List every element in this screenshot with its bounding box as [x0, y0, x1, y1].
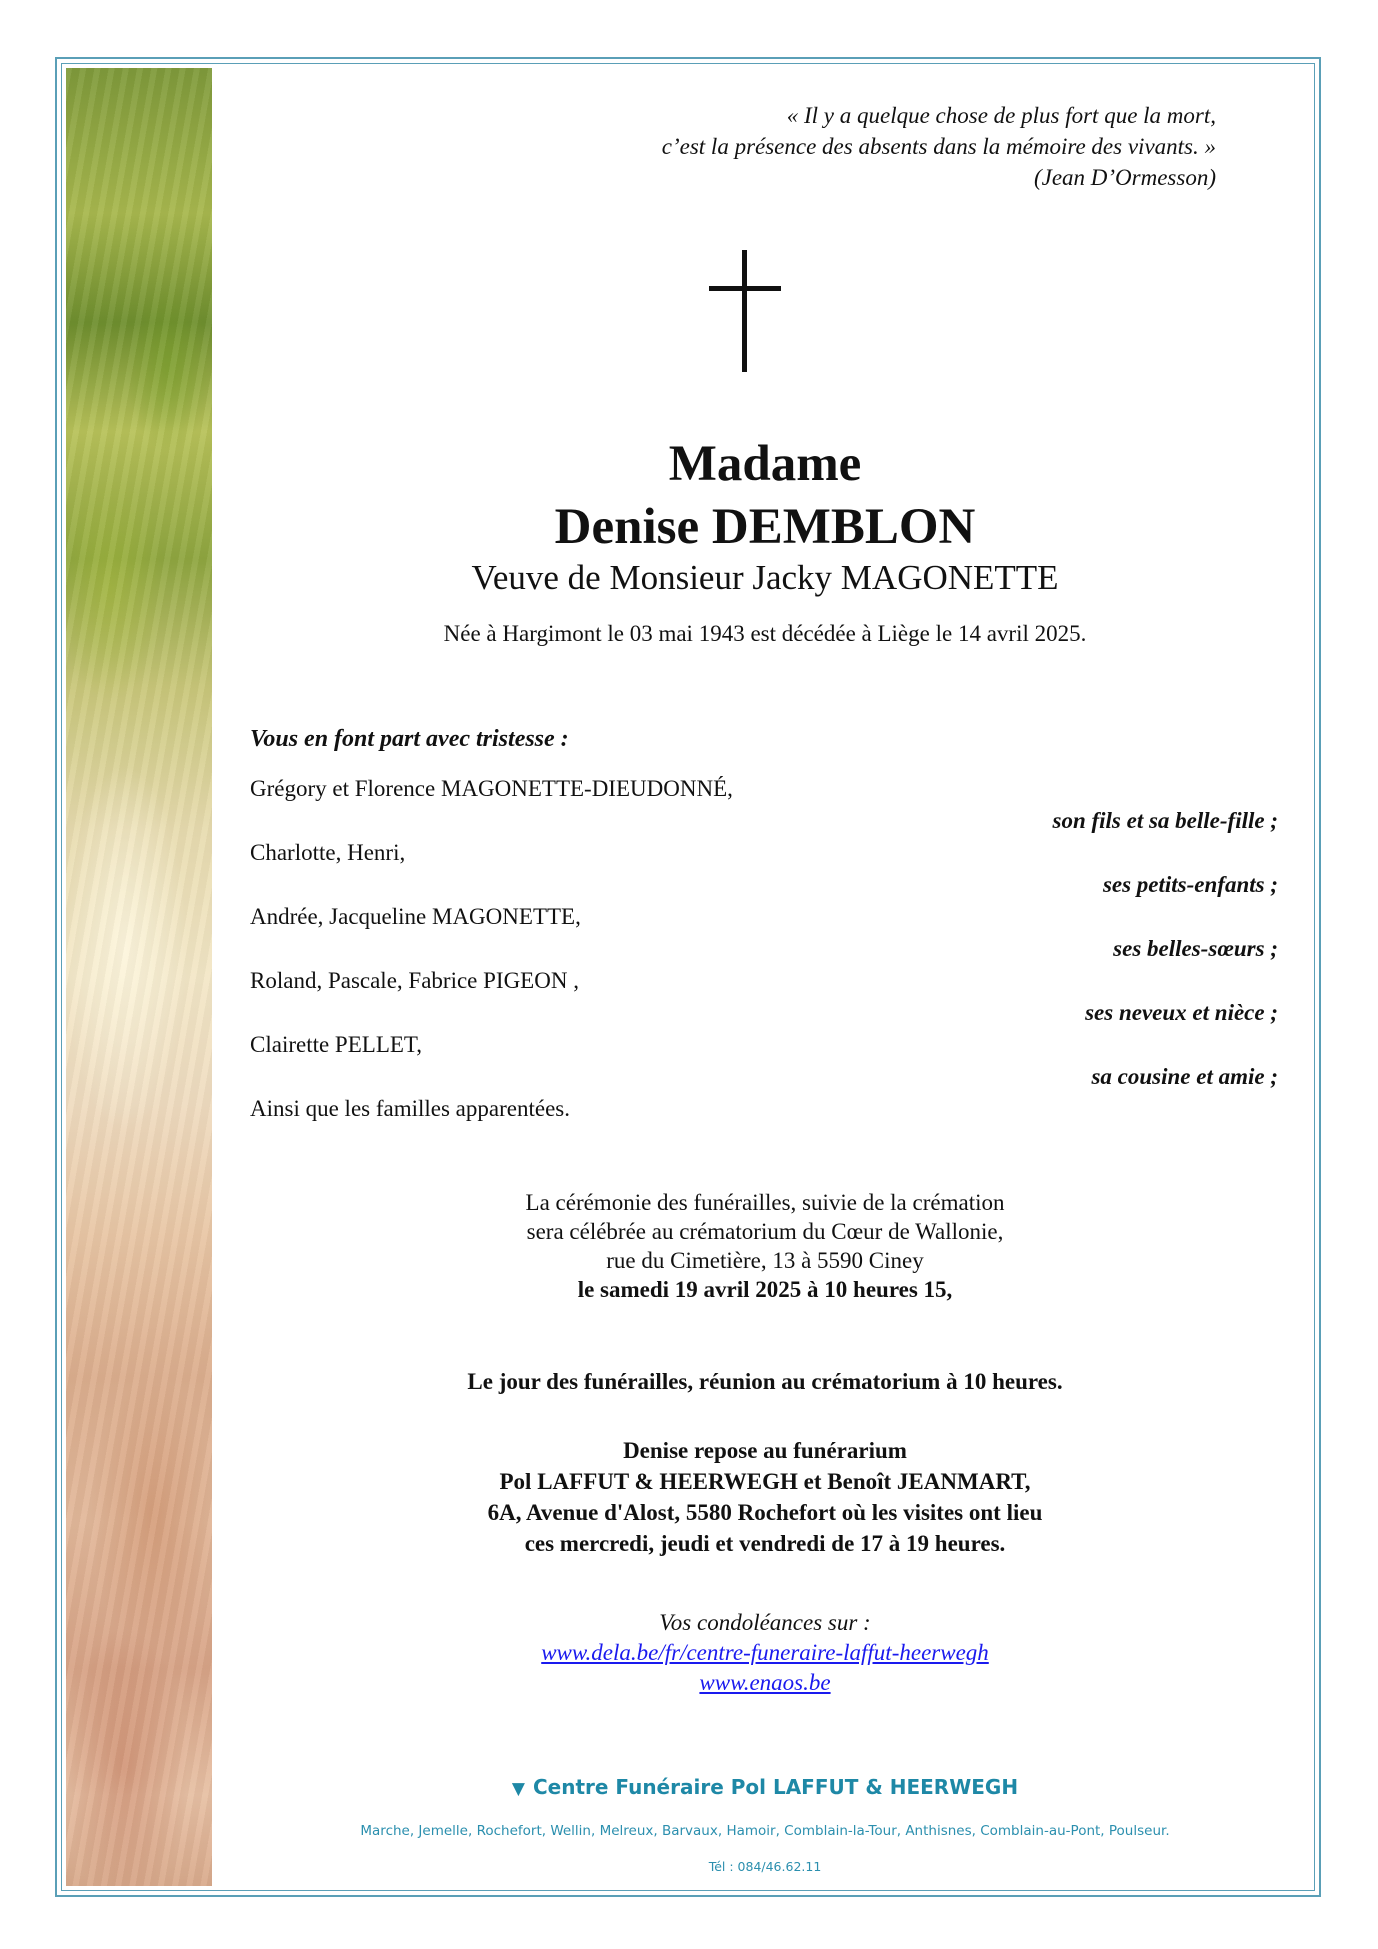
quote-line-2: c’est la présence des absents dans la mémoire des vivants. » [661, 134, 1216, 159]
footer-company [212, 1774, 1318, 1802]
ceremony-details [212, 1188, 1318, 1304]
family-row [250, 1030, 1278, 1094]
family-row [250, 774, 1278, 838]
resting-line-3: 6A, Avenue d'Alost, 5580 Rochefort où les visites ont lieu [487, 1500, 1043, 1525]
gathering-note: Le jour des funérailles, réunion au crématorium à 10 heures. [467, 1369, 1063, 1394]
family-member-name: Roland, Pascale, Fabrice PIGEON , [250, 968, 579, 993]
ceremony-date: le samedi 19 avril 2025 à 10 heures 15, [577, 1277, 953, 1302]
triangle-down-icon: ▼ [511, 1779, 525, 1799]
widow-of: Veuve de Monsieur Jacky MAGONETTE [471, 558, 1059, 597]
family-member-name: Grégory et Florence MAGONETTE-DIEUDONNÉ, [250, 776, 733, 801]
deceased-name: Denise DEMBLON [554, 499, 976, 555]
salutation: Madame [668, 436, 862, 492]
resting-line-4: ces mercredi, jeudi et vendredi de 17 à 19 heures. [524, 1531, 1006, 1556]
family-row [250, 966, 1278, 1030]
family-relation: ses neveux et nièce ; [1085, 1000, 1278, 1025]
ceremony-address: rue du Cimetière, 13 à 5590 Ciney [606, 1248, 924, 1273]
family-member-name: Ainsi que les familles apparentées. [250, 1096, 570, 1121]
condolences-link-dela[interactable]: www.dela.be/fr/centre-funeraire-laffut-heerwegh [541, 1640, 989, 1665]
family-row [250, 902, 1278, 966]
birth-death-line: Née à Hargimont le 03 mai 1943 est décédée à Liège le 14 avril 2025. [443, 621, 1087, 646]
footer-phone: Tél : 084/46.62.11 [708, 1859, 822, 1874]
quote-author: (Jean D’Ormesson) [1033, 165, 1216, 190]
family-list [250, 774, 1278, 1158]
footer-company-name: Centre Funéraire Pol LAFFUT & HEERWEGH [532, 1775, 1019, 1799]
family-member-name: Andrée, Jacqueline MAGONETTE, [250, 904, 581, 929]
condolences-block [212, 1608, 1318, 1698]
forest-path-photo [66, 68, 212, 1886]
condolences-label: Vos condoléances sur : [659, 1610, 871, 1635]
resting-line-1: Denise repose au funérarium [623, 1438, 907, 1463]
latin-cross-icon [709, 250, 781, 372]
funeral-home-info [212, 1435, 1318, 1559]
quote-line-1: « Il y a quelque chose de plus fort que la mort, [786, 103, 1216, 128]
announcement-heading: Vous en font part avec tristesse : [250, 726, 569, 752]
family-member-name: Charlotte, Henri, [250, 840, 406, 865]
family-row [250, 1094, 1278, 1158]
ceremony-line-2: sera célébrée au crématorium du Cœur de Wallonie, [526, 1219, 1004, 1244]
family-relation: ses petits-enfants ; [1102, 872, 1278, 897]
family-member-name: Clairette PELLET, [250, 1032, 423, 1057]
resting-line-2: Pol LAFFUT & HEERWEGH et Benoît JEANMART, [499, 1469, 1031, 1494]
epigraph-quote [316, 100, 1216, 193]
family-row [250, 838, 1278, 902]
family-relation: sa cousine et amie ; [1091, 1064, 1278, 1089]
condolences-link-enaos[interactable]: www.enaos.be [699, 1670, 831, 1695]
footer-locations: Marche, Jemelle, Rochefort, Wellin, Melreux, Barvaux, Hamoir, Comblain-la-Tour, Anthisnes, Comblain-au-Pont, Poulseur. [360, 1823, 1170, 1839]
ceremony-line-1: La cérémonie des funérailles, suivie de la crémation [525, 1190, 1005, 1215]
family-relation: ses belles-sœurs ; [1113, 936, 1278, 961]
family-relation: son fils et sa belle-fille ; [1052, 808, 1278, 833]
